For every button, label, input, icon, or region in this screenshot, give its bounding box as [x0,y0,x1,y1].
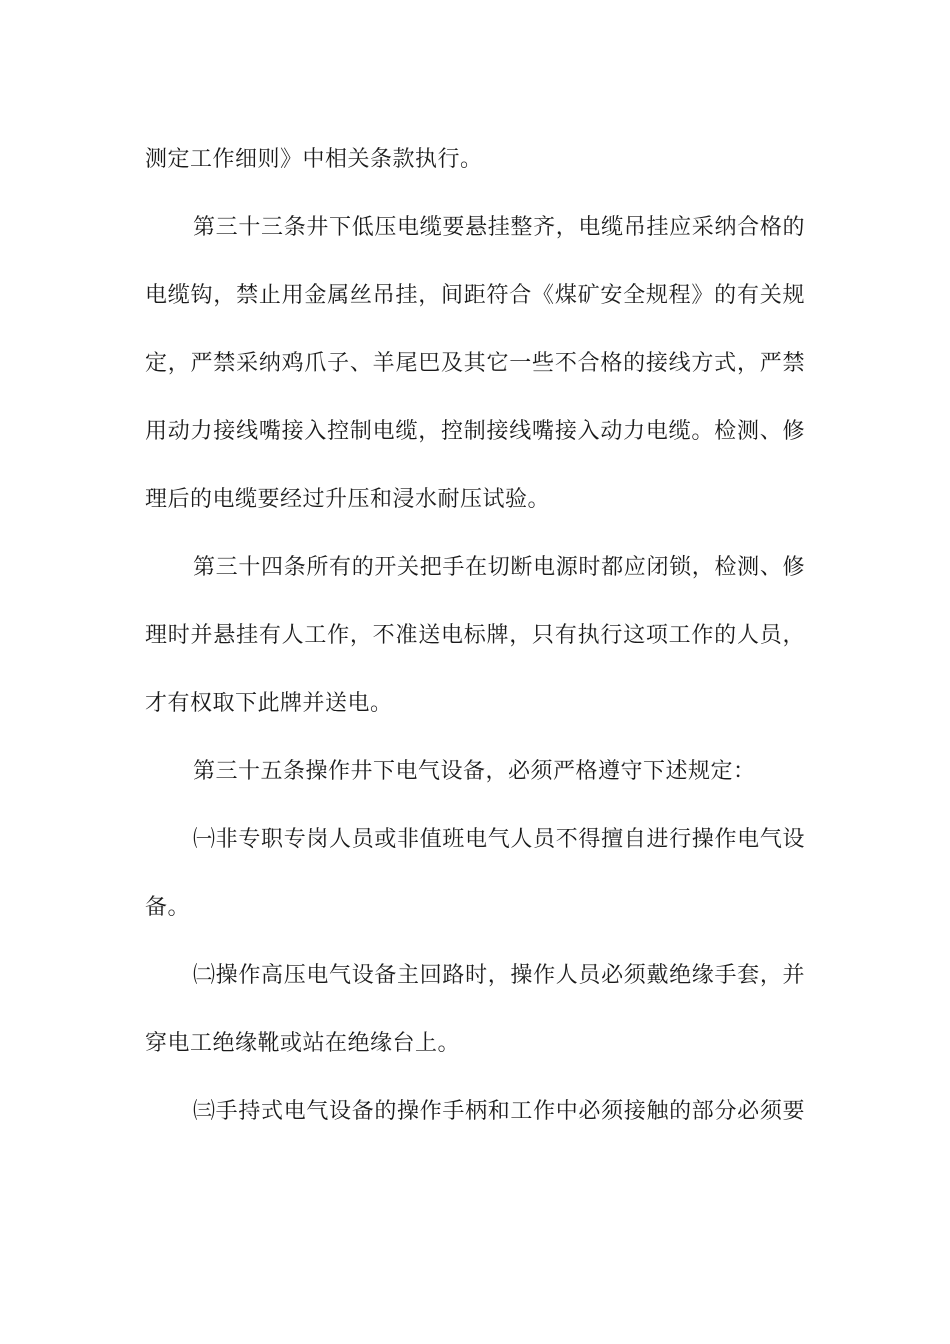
text-line: ㈡操作高压电气设备主回路时，操作人员必须戴绝缘手套，并 [193,963,805,988]
text-line: 理后的电缆要经过升压和浸水耐压试验。 [145,487,551,512]
text-line: ㈠非专职专岗人员或非值班电气人员不得擅自进行操作电气设 [193,827,805,852]
text-line: 穿电工绝缘靴或站在绝缘台上。 [145,1031,461,1056]
text-line: 测定工作细则》中相关条款执行。 [145,147,483,172]
text-line: 用动力接线嘴接入控制电缆，控制接线嘴接入动力电缆。检测、修 [145,419,805,444]
document-body [145,126,805,1146]
text-line: ㈢手持式电气设备的操作手柄和工作中必须接触的部分必须要 [193,1099,805,1124]
text-line: 才有权取下此牌并送电。 [145,691,393,716]
text-line: 第三十三条井下低压电缆要悬挂整齐，电缆吊挂应采纳合格的 [193,215,805,240]
text-line: 理时并悬挂有人工作，不准送电标牌，只有执行这项工作的人员， [145,623,805,648]
text-line: 第三十五条操作井下电气设备，必须严格遵守下述规定： [193,759,756,784]
text-line: 电缆钩，禁止用金属丝吊挂，间距符合《煤矿安全规程》的有关规 [145,283,805,308]
text-line: 备。 [145,895,191,920]
text-line: 定，严禁采纳鸡爪子、羊尾巴及其它一些不合格的接线方式，严禁 [145,351,805,376]
text-line: 第三十四条所有的开关把手在切断电源时都应闭锁，检测、修 [193,555,805,580]
